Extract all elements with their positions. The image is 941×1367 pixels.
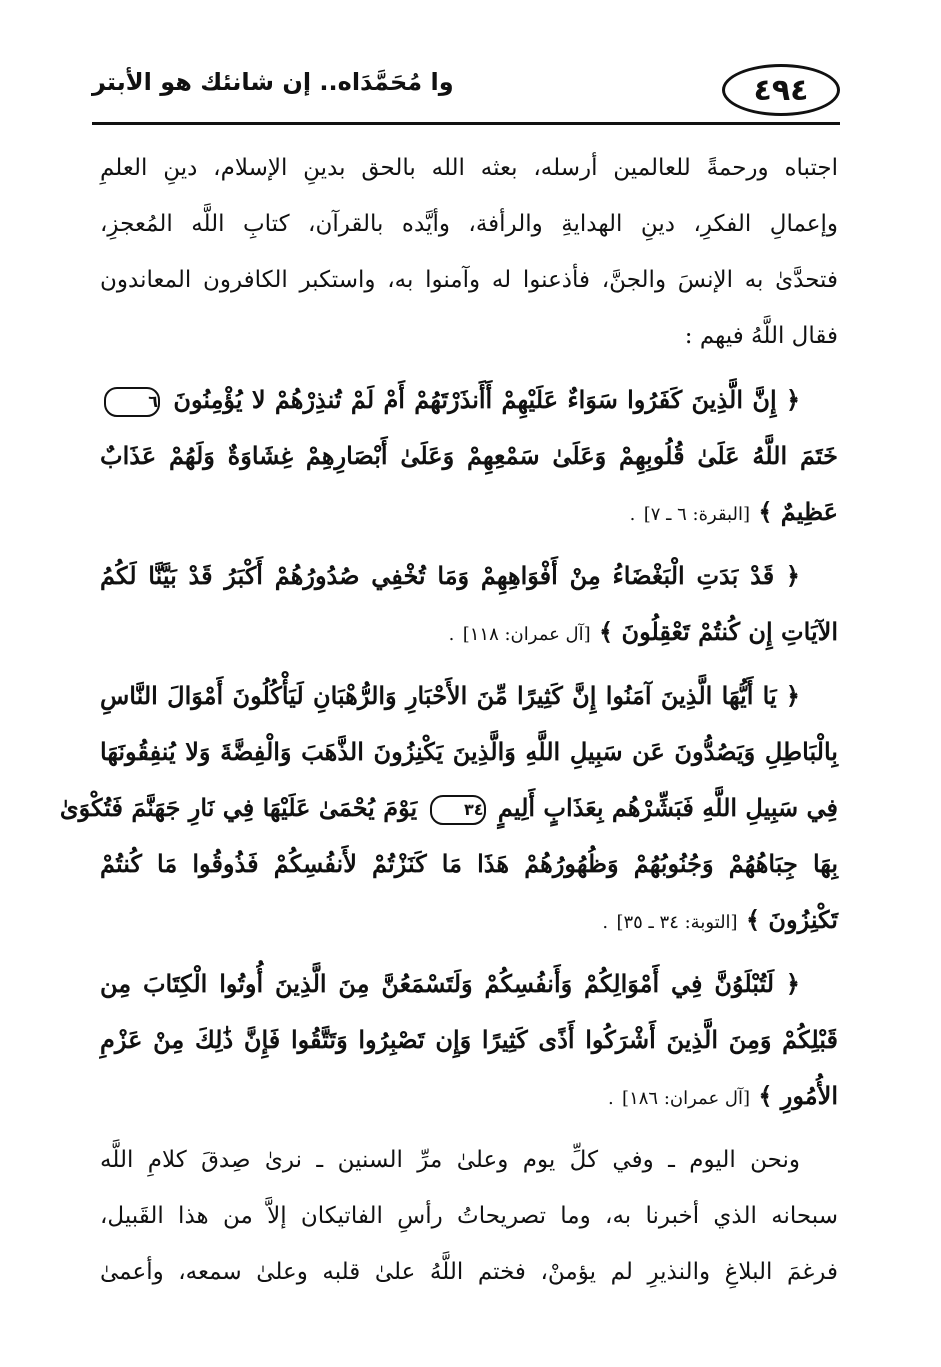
page-header	[92, 58, 840, 126]
verse-line	[59, 780, 838, 836]
verse-line: ﴿ يَا أَيُّهَا الَّذِينَ آمَنُوا إِنَّ كَثِيرًا مِّنَ الأَحْبَارِ وَالرُّهْبَانِ لَيَأْكُلُونَ أَمْوَالَ النَّاسِ	[100, 681, 800, 710]
verse-reference: [التوبة: ٣٤ ـ ٣٥]	[616, 912, 738, 933]
end-punctuation: .	[607, 1088, 614, 1109]
verse-line: ﴿ لَتُبْلَوُنَّ فِي أَمْوَالِكُمْ وَأَنفُسِكُمْ وَلَتَسْمَعُنَّ مِنَ الَّذِينَ أُوتُوا الْكِتَابَ مِن	[100, 969, 800, 998]
verse-text: تَكْنِزُونَ ﴾	[745, 905, 838, 934]
verse-text: الأُمُورِ ﴾	[758, 1081, 838, 1110]
verse-line	[100, 604, 838, 660]
verse-line: خَتَمَ اللَّهُ عَلَىٰ قُلُوبِهِمْ وَعَلَىٰ سَمْعِهِمْ وَعَلَىٰ أَبْصَارِهِمْ غِشَاوَةٌ وَلَهُمْ عَذَابٌ	[100, 441, 838, 470]
verse-line: ﴿ قَدْ بَدَتِ الْبَغْضَاءُ مِنْ أَفْوَاهِهِمْ وَمَا تُخْفِي صُدُورُهُمْ أَكْبَرُ قَدْ بَيَّنَّا لَكُمُ	[100, 561, 800, 590]
text-line: اجتباه ورحمةً للعالمين أرسله، بعثه الله بالحق بدينِ الإسلام، دينِ العلمِ	[100, 155, 838, 181]
verse-text: الآيَاتِ إِن كُنتُمْ تَعْقِلُونَ ﴾	[599, 617, 838, 646]
text-line: فقال اللَّهُ فيهم :	[684, 323, 838, 349]
verse-line	[100, 1068, 838, 1124]
verse-text: فِي سَبِيلِ اللَّهِ فَبَشِّرْهُم بِعَذَابٍ أَلِيمٍ	[497, 793, 838, 822]
end-punctuation: .	[602, 912, 609, 933]
text-line: وإعمالِ الفكرِ، دينِ الهدايةِ والرأفة، وأيَّده بالقرآن، كتابِ اللَّه المُعجزِ،	[100, 211, 838, 237]
verse-reference: [آل عمران: ١٨٦]	[622, 1088, 751, 1109]
quran-verse-tawbah	[59, 668, 838, 948]
verse-text: ﴿ إِنَّ الَّذِينَ كَفَرُوا سَوَاءٌ عَلَيْهِمْ أَأَنذَرْتَهُمْ أَمْ لَمْ تُنذِرْهُمْ لا يُؤْمِنُونَ	[173, 385, 801, 414]
end-punctuation: .	[629, 504, 636, 525]
verse-line	[100, 372, 838, 428]
verse-line	[100, 484, 838, 540]
verse-line: بِالْبَاطِلِ وَيَصُدُّونَ عَن سَبِيلِ اللَّهِ وَالَّذِينَ يَكْنِزُونَ الذَّهَبَ وَالْفِضَّةَ وَلا يُنفِقُونَهَا	[100, 737, 838, 766]
ayah-number-marker: ٣٤	[430, 795, 486, 825]
quran-verse-al-imran-118	[100, 548, 838, 660]
verse-line	[100, 892, 838, 948]
text-line: ونحن اليوم ـ وفي كلِّ يوم وعلىٰ مرِّ السنين ـ نرىٰ صِدقَ كلامِ اللَّه	[100, 1147, 800, 1173]
verse-text: عَظِيمٌ ﴾	[758, 497, 838, 526]
paragraph-commentary	[100, 1132, 838, 1300]
quran-verse-al-imran-186	[100, 956, 838, 1124]
verse-text: يَوْمَ يُحْمَىٰ عَلَيْهَا فِي نَارِ جَهَنَّمَ فَتُكْوَىٰ	[59, 793, 418, 822]
header-rule	[92, 122, 840, 125]
text-line: فتحدَّىٰ به الإنسَ والجنَّ، فأذعنوا له وآمنوا به، واستكبر الكافرون المعاندون	[100, 267, 838, 293]
ayah-number-marker: ٦	[104, 387, 160, 417]
page-body	[59, 140, 838, 1300]
end-punctuation: .	[448, 624, 455, 645]
text-line: سبحانه الذي أخبرنا به، وما تصريحاتُ رأسِ الفاتيكان إلاَّ من هذا القَبيل،	[100, 1203, 838, 1229]
verse-reference: [آل عمران: ١١٨]	[462, 624, 591, 645]
text-line: فرغمَ البلاغِ والنذيرِ لم يؤمنْ، فختم اللَّهُ علىٰ قلبه وعلىٰ سمعه، وأعمىٰ	[100, 1259, 838, 1285]
verse-line: بِهَا جِبَاهُهُمْ وَجُنُوبُهُمْ وَظُهُورُهُمْ هَذَا مَا كَنَزْتُمْ لأَنفُسِكُمْ فَذُوقُوا مَا كُنتُمْ	[100, 849, 838, 878]
paragraph-intro	[100, 140, 838, 364]
quran-verse-baqarah	[100, 372, 838, 540]
page-number: ٤٩٤	[722, 64, 840, 116]
verse-reference: [البقرة: ٦ ـ ٧]	[643, 504, 750, 525]
verse-line: قَبْلِكُمْ وَمِنَ الَّذِينَ أَشْرَكُوا أَذًى كَثِيرًا وَإِن تَصْبِرُوا وَتَتَّقُوا فَإِنَّ ذَٰلِكَ مِنْ عَزْمِ	[100, 1025, 838, 1054]
running-title: وا مُحَمَّدَاه.. إن شانئك هو الأبتر	[92, 68, 454, 96]
